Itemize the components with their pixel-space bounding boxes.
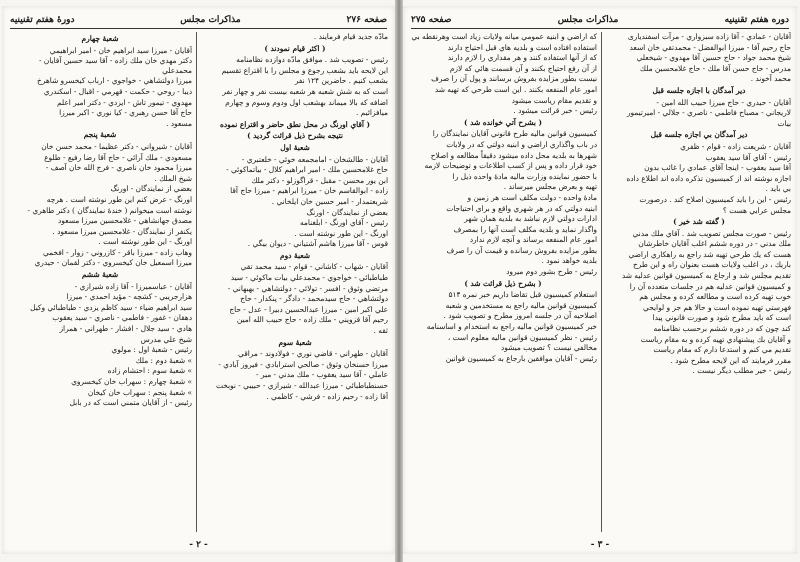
section-heading: شعبهٔ اول xyxy=(280,142,310,152)
text-line: و تقديم مقام رياست ميشود xyxy=(511,95,597,105)
text-line: كه اراضي و ابنيه عمومي ميانه ولايات زياد است وهرنقطه بي xyxy=(411,32,597,41)
text-line: است كه بايد مطرح شود و صورت قانوني پيدا xyxy=(652,313,791,323)
right-page-title: مذاكرات مجلس xyxy=(557,15,619,25)
text-line: رئيس - آقايان موافقين بارجاع به كميسيون قوانين xyxy=(445,353,597,363)
text-line: مسعودي - ملك آرائي - حاج آقا رضا رفيع - طلوع xyxy=(44,152,192,162)
text-line: رئيس - طرح بشور دوم ميرود xyxy=(506,267,597,277)
text-line: خبر كميسيون قوانين ماليه راجع به استخدام و اساسنامه xyxy=(426,322,597,332)
book-gutter xyxy=(395,0,403,562)
text-line: بلديه خواهد نمود . xyxy=(541,256,597,266)
text-line: مهدوي - تيمور تاش - ايزدي - دكتر امير اعلم xyxy=(56,97,192,107)
section-heading: ( آقاي اورنگ در محل نطق حاضر و اقتراع نموده xyxy=(219,119,371,129)
left-page-outer-column xyxy=(8,32,192,532)
text-line: آقايان - حيدري - حاج ميرزا حبيب الله امين - xyxy=(656,97,791,107)
text-line: كند چون كه در دوره ششم برحسب نظامنامه xyxy=(653,324,791,334)
section-heading: ( گفته شد خير ) xyxy=(673,217,725,227)
text-line: دهقان - غفور - فاطمي - ناصري - سيد يعقوب xyxy=(52,313,192,323)
text-line: و كميسيون قوانين عدليه هم در جلسات متعدده آن را xyxy=(629,281,791,291)
text-line: هزارجريبي - كشچه - مؤيد احمدي - ميرزا xyxy=(66,292,192,302)
text-line: شهرها به بلديه محل داده ميشود دقيقاً مطالعه و اصلاح xyxy=(430,150,597,160)
left-page-inner-column xyxy=(202,32,388,532)
text-line: دكتر مهدي خان ملك زاده - آقا سيد حسين آقايان - محمدعلي xyxy=(38,56,192,75)
right-page-outer-column xyxy=(607,32,791,532)
text-line: باريك ، در اغلب ولايات هست بعنوان راه و اين طرح xyxy=(632,260,791,270)
text-line: ملك مدني - در دوره ششم اغلب آقايان خاطرشان xyxy=(638,239,791,249)
column-divider xyxy=(196,32,197,532)
text-line: كميسيون قوانين ماليه طرح قانوني آقايان نمايندگان را xyxy=(432,129,597,139)
text-line: در باب واگذاري اراضي و ابنيه دولتي كه در ولايات xyxy=(446,139,597,149)
left-page-session: دورهٔ هفتم تقنينيه xyxy=(10,15,75,25)
text-line: حاج غلامحسين ملك - امير ابراهيم كلال - بياتماكوئي - xyxy=(226,165,388,175)
text-line: آقايان - طهراني - قاضي نوري - فولادوند - مراقي xyxy=(238,349,388,359)
left-page-footer: - ۲ - xyxy=(189,540,208,550)
text-line: رئيس - آقاي اورنگ - ابلغنامه xyxy=(299,218,388,228)
text-line: اورنگ - اين طور نوشته است . xyxy=(294,228,388,238)
right-page-inner-column xyxy=(409,32,597,532)
section-heading: شعبهٔ ششم xyxy=(81,270,119,280)
left-page-number: صفحه ۲۷۶ xyxy=(346,15,387,25)
text-line: حاج رحيم آقا - ميرزا ابوالفضل - محمدتقي خان اسعد xyxy=(629,42,791,52)
text-line: بي بايد . xyxy=(765,184,791,194)
text-line: رئيس - از آقايان متمني است كه در بابل xyxy=(69,398,192,408)
text-line: سيد ابراهيم ضياء - سيد كاظم يزدي - طباطبائي وكيل xyxy=(30,302,192,312)
text-line: مرتضي وثوق - افسر - تولائي - دولتشاهي - بهبهاني - xyxy=(227,283,388,293)
section-heading: شعبهٔ چهارم xyxy=(81,34,119,43)
text-line: بعضي از نمايندگان - اورنگ xyxy=(110,184,192,194)
text-line: مجلس عرايي هست ؟ xyxy=(722,205,791,215)
text-line: يكنفر از نمايندگان - غلامحسين ميرزا مسعود . xyxy=(52,226,192,236)
text-line: استفاده افتاده است و بلديه هاي قبل احتياج دارند xyxy=(447,42,597,52)
text-line: ديبا - روحي - حكمت - قهرمي - اقبال - اسكندري xyxy=(43,86,192,96)
text-line: لاريجاني - مصباح فاطمي - ناصري - جلالي - اميرتيمور xyxy=(626,108,791,118)
right-page-session: دوره هفتم تقنينيه xyxy=(724,15,789,25)
text-line: رئيس - آقاي آقا سيد يعقوب xyxy=(705,152,791,162)
text-line: ابنيه دولتي كه در هر شهري واقع و براي احتياجات xyxy=(446,203,597,213)
text-line: بطور مزايده بفروش رسانده و قيمت آن را صرف xyxy=(446,245,597,255)
text-line: نيست بطور مزايده بفروش برسانند و پول آن را صرف xyxy=(431,74,597,84)
text-line: » شعبهٔ پنجم : سهراب خان كيخان xyxy=(87,387,192,397)
section-heading: دير آمدگان با اجازه جلسه قبل xyxy=(652,85,746,95)
text-line: آقايان - شهاب - كاشاني - قوام - سيد محمد تقي xyxy=(240,262,388,272)
text-line: رئيس - تصويب شد . موافق مادّه دوازده نظامنامه xyxy=(236,55,388,65)
text-line: شيخ محمد جواد - حاج حسين آقا مهدوي - شيخعلي xyxy=(636,53,791,63)
text-line: ميرزا دولتشاهي - خواجوي - ارباب كيخسرو شاهرخ xyxy=(36,76,192,86)
text-line: اين لايحه بايد بشعب رجوع و مجلس را با اقتراع تقسيم xyxy=(221,65,388,75)
section-heading: شعبهٔ دوم xyxy=(280,250,310,260)
text-line: » شعبهٔ سوم : احتشام زاده xyxy=(107,366,192,376)
text-line: تقديم مي كنم و استدعا دارم كه مقام رياست xyxy=(653,345,791,355)
right-page-number: صفحه ۲۷۵ xyxy=(411,15,452,25)
text-line: آقا زاده - رحيم زاده - فرشي - كاظمي . xyxy=(266,391,388,401)
text-line: تهيه و بعرض مجلس ميرساند . xyxy=(503,182,597,192)
text-line: كميسيون قوانين ماليه راجع به مستخدمين و شعبه xyxy=(445,300,597,310)
text-line: وهاب زاده - ميرزا باقر - كازروني - زوار - افخمي xyxy=(43,247,192,257)
text-line: امور عام المنفعه بكنند . اين است طرحي كه تهيه شد xyxy=(434,84,597,94)
text-line: شيخ علي مدرس xyxy=(140,334,192,344)
section-heading: نتيجه بشرح ذيل قرائت گرديد ) xyxy=(247,131,343,141)
text-line: ميرزا اسمعيل خان كيخسروي - دكتر لقمان - حيدري xyxy=(34,258,192,268)
right-page-footer: - ۳ - xyxy=(590,540,610,550)
text-line: با حضور نماينده وزارت ماليه مادهٔ واحده ذيل را xyxy=(452,171,597,181)
section-heading: ( بشرح آتي خوانده شد ) xyxy=(464,117,542,127)
text-line: واگذار نمايد و بلديه مكلف است آنها را بمصرف xyxy=(453,224,597,234)
text-line: هست كه يك طرحي تهيه شد راجع به راهكاري اراضي xyxy=(628,249,791,259)
text-line: مادهٔ واحده - دولت مكلف است هر زمين و xyxy=(467,192,597,202)
text-line: علي اكبر امين - ميرزا عبدالحسين دبيرا - عدل - حاج xyxy=(229,304,388,314)
text-line: از آن رفع احتياج بكنند و آن قسمت هائي كه لازم xyxy=(449,63,597,73)
text-line: رئيس - خبر قرائت ميشود . xyxy=(513,106,597,116)
section-heading: شعبهٔ پنجم xyxy=(83,130,117,140)
text-line: شريعتمدار - امير حسين خان ايلخاني . xyxy=(271,196,388,206)
text-line: رحيم آقا قزويني - ملك زاده - حاج حبيب الله امين xyxy=(236,315,388,325)
text-line: رئيس - صورت مجلس تصويب شد . آقاي ملك مدني xyxy=(632,228,791,238)
text-line: آقايان - شيرواني - دكتر عظيما - محمد حسن خان xyxy=(41,141,192,151)
text-line: آقايان - ميرزا سيد ابراهيم خان - امير ابراهيمي xyxy=(49,45,192,55)
text-line: حسنطباطبائي - ميرزا عبدالله - شيرازي - حبيبي - نوبخت xyxy=(215,381,388,390)
text-line: بعضي از نمايندگان - اورنگ xyxy=(306,207,388,217)
text-line: آقا سيد يعقوب - اينجا آقاي عمادي را غائب بدون xyxy=(644,163,791,173)
column-divider xyxy=(601,32,602,532)
text-line: ابن يور محسن - مقبل - قراگوزلو - دكتر ملك xyxy=(251,175,388,185)
text-line: طباطبائي - خواجوي - محمدعلي بيات ماكوئي - سيد xyxy=(230,273,388,283)
text-line: و آقايان بك پيشنهادي تهيه كرده و به مقام رياست xyxy=(640,334,791,344)
text-line: رئيس - نظر كميسيون قوانين ماليه معلوم است ، xyxy=(447,332,597,342)
text-line: آقايان - عمادي - آقا زاده سبزواري - مرآت اسفنديارى xyxy=(627,32,791,41)
text-line: محمد آخوند . xyxy=(750,74,791,84)
text-line: دولتشاهي - حاج سيدمحمد - دادگر - پنكدار - حاج xyxy=(240,294,388,304)
text-line: استعلام كميسيون قبل تقاضا داريم خبر نمره ۵۱۴ xyxy=(448,290,597,300)
text-line: امور عام المنفعه برساند و آنچه لازم ندارد xyxy=(469,235,597,245)
text-line: آقايان - طالشخان - امامجمعه خوئي - خلعتبري - xyxy=(241,154,388,164)
text-line: عاملي - آقا سيد يعقوب - ملك مدني - مير - xyxy=(256,370,388,380)
text-line: هادي - سيد جلال - افشار - طهراني - همراز xyxy=(59,324,192,334)
text-line: خود قرار داده و پس از كسب اطلاعات و توضيحات لازمه xyxy=(424,161,597,171)
section-heading: شعبهٔ سوم xyxy=(278,337,312,347)
text-line: رئيس - خير مطلب ديگر نيست . xyxy=(692,366,791,376)
text-line: » شعبهٔ چهارم : سهراب خان كيخسروي xyxy=(71,377,192,386)
text-line: زاده - ابوالقاسم خان - ميرزا ابراهيم - ميرزا حاج آقا xyxy=(230,186,388,196)
text-line: ميرزا محمود خان ناصري - فرج الله خان آصف - xyxy=(45,163,192,173)
text-line: رئيس - اين را بايد كميسيون اصلاح كند . درصورت xyxy=(639,194,791,204)
text-line: » شعبهٔ دوم : ملك xyxy=(135,355,192,365)
text-line: مدرس - حاج حسن آقا ملك - حاج غلامحسين ملك xyxy=(639,63,791,73)
section-heading: دير آمدگان بي اجازه جلسه قبل xyxy=(650,130,748,140)
text-line: اصلاحيه آن در جلسه امروز مطرح و تصويب شود . xyxy=(443,311,597,321)
left-page-title: مذاكرات مجلس xyxy=(180,15,241,25)
text-line: مصدق جهانشاهي - غلامحسين ميرزا مسعود xyxy=(58,216,192,226)
text-line: نوشته است ميخوانم ( خندهٔ نمايندگان ) دكتر طاهري - xyxy=(27,205,192,215)
text-line: است كه به شش شعبه هر شعبه بيست نفر و چهار نفر xyxy=(222,86,388,96)
text-line: خوب تهيه كرده است و مطالعه كرده و مجلس هم xyxy=(639,292,791,302)
section-heading: ( اكثر قيام نمودند ) xyxy=(264,43,326,53)
text-line: كه از آنها استفاده كنند و هر مقداري را لازم دارند xyxy=(447,53,597,63)
text-line: مسعود . xyxy=(166,118,192,128)
section-heading: ( بشرح ذيل قرائت شد ) xyxy=(464,278,542,288)
text-line: بيات xyxy=(777,118,791,128)
text-line: ميرزا حسنخان وثوق - صالحي استرابادي - فيروز آبادي - xyxy=(218,359,388,369)
text-line: حاج آقا حسن رهبري - كيا نوري - اكبر ميرزا xyxy=(59,108,192,118)
text-line: اورنگ - عرض كنم اين طور نوشته است . هرچه xyxy=(46,194,192,204)
text-line: ميافزائيم . xyxy=(355,108,388,118)
text-line: مقرر فرمايند كه اين لايحه مطرح شود . xyxy=(670,355,791,365)
text-line: اورنگ - اين طور نوشته است . xyxy=(98,237,192,247)
text-line: رئيس - شعبهٔ اول : مولوي xyxy=(111,345,192,355)
right-page xyxy=(403,6,797,554)
text-line: فهرستي تهيه نموده است و حالا هم جز و لوايحي xyxy=(643,302,791,312)
text-line: قوس - آقا ميرزا هاشم آشتياني - ديوان بيگي . xyxy=(247,239,388,249)
text-line: مادّه جديد قيام فرمايند . xyxy=(313,32,388,41)
text-line: شيخ الملك . xyxy=(154,173,192,183)
left-page-header xyxy=(10,12,387,29)
text-line: مخالفي نيست ؟ تصويب ميشود xyxy=(500,343,597,353)
right-page-header xyxy=(411,12,789,29)
left-page xyxy=(2,6,395,554)
text-line: ثقه . xyxy=(373,326,388,336)
text-line: اجازه نوشته اند از كميسيون تذكره داده اند اطلاع داده xyxy=(626,173,791,183)
text-line: بشعب كنيم . حاضرين ۱۲۴ نفر xyxy=(294,76,388,86)
text-line: آقايان - عباسميرزا - آقا زاده شيرازي - xyxy=(74,281,192,291)
text-line: ادارات دولتي لازم نباشد به بلديه همان شهر xyxy=(464,214,597,224)
text-line: اضافه كه بالا ميماند بهشعب اول ودوم وسوم و چهارم xyxy=(225,97,388,107)
text-line: تقديم مجلس شد و ارجاع به كميسيون قوانين عدليه شد xyxy=(621,271,791,281)
text-line: آقايان - شريعت زاده - قوام - ظفري xyxy=(680,141,791,151)
